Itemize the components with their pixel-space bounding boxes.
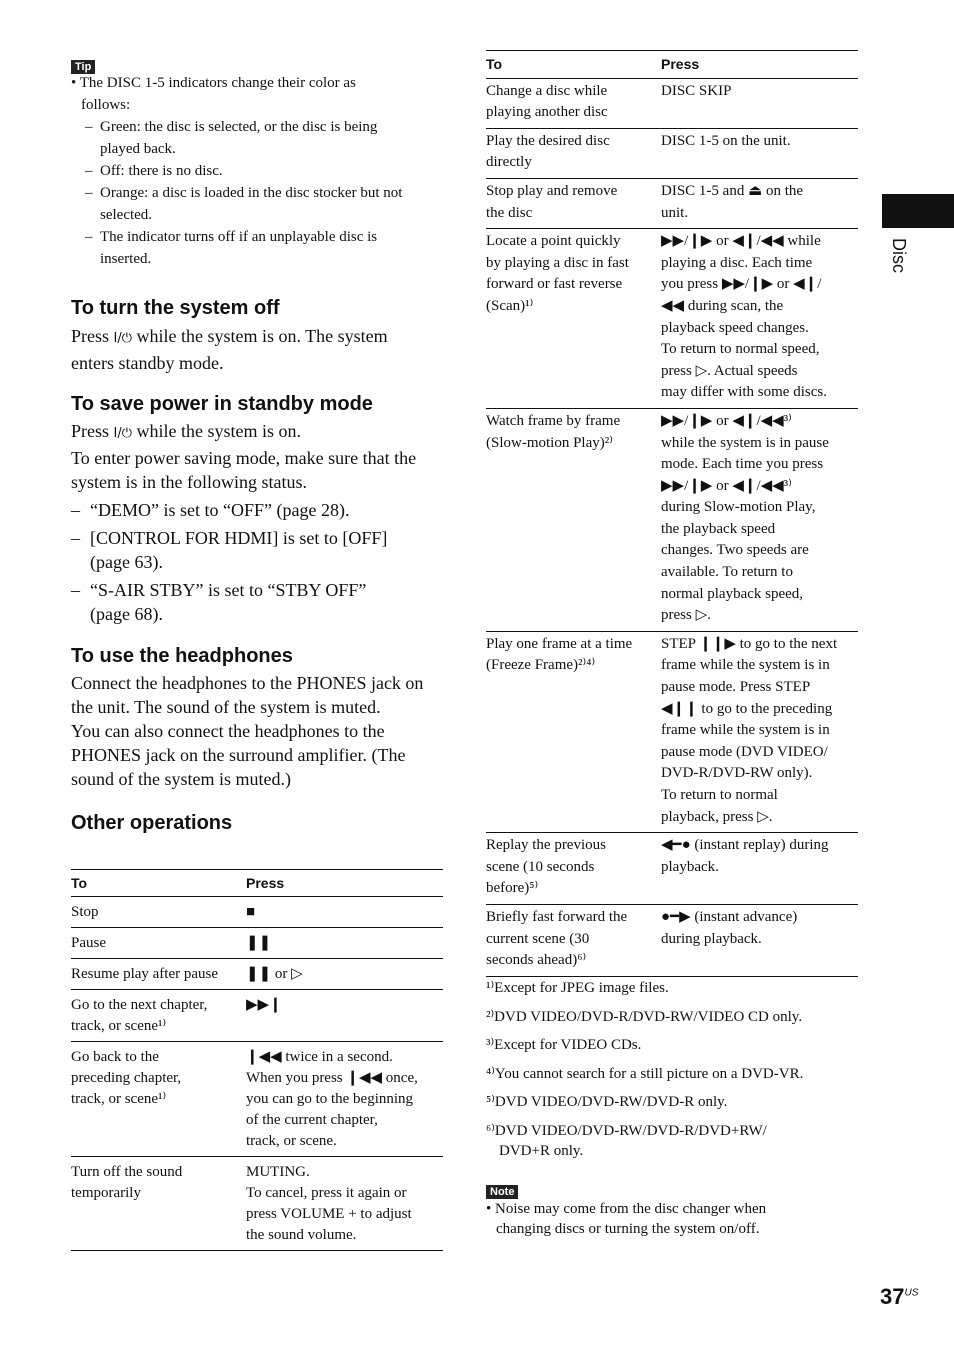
tip-bullet: • The DISC 1-5 indicators change their color as	[71, 75, 356, 91]
cell-to: Stop	[71, 897, 246, 928]
section-body-turn-off: Press I/⏻ while the system is on. The system enters standby mode.	[71, 326, 388, 373]
cell-press: ●━▶ (instant advance) during playback.	[661, 904, 858, 976]
cell-press: ❚❚ or ▷	[246, 959, 443, 990]
cell-press: STEP ❙❙▶ to go to the next frame while the system is in pause mode. Press STEP ◀❙❙ to go to the preceding frame while the system is in pause mode (DVD VIDEO/ DVD-R/DVD-RW only). To return to normal playback, press ▷.	[661, 631, 858, 832]
table-row	[71, 1157, 443, 1251]
cell-press: DISC 1-5 and ⏏ on the unit.	[661, 178, 858, 228]
cell-press: ❙◀◀ twice in a second. When you press ❙◀◀ once, you can go to the beginning of the current chapter, track, or scene.	[246, 1042, 443, 1157]
cell-to: Replay the previous scene (10 seconds before)⁵⁾	[486, 833, 661, 905]
cell-to: Locate a point quickly by playing a disc in fast forward or fast reverse (Scan)¹⁾	[486, 229, 661, 409]
save-items	[71, 498, 451, 626]
save-item: – “S-AIR STBY” is set to “STBY OFF” (page 68).	[71, 580, 367, 624]
table-row	[486, 78, 858, 128]
section-tab-marker	[882, 194, 954, 228]
table-row	[71, 928, 443, 959]
tip-item: – Off: there is no disc.	[85, 163, 223, 179]
footnote: ⁶⁾DVD VIDEO/DVD-RW/DVD-R/DVD+RW/ DVD+R only.	[486, 1122, 767, 1159]
col-header-to: To	[71, 870, 246, 897]
table-row	[486, 904, 858, 976]
cell-press: DISC 1-5 on the unit.	[661, 128, 858, 178]
cell-to: Go to the next chapter, track, or scene¹⁾	[71, 990, 246, 1042]
table-row	[486, 631, 858, 832]
save-item: – [CONTROL FOR HDMI] is set to [OFF] (page 63).	[71, 528, 388, 572]
cell-to: Resume play after pause	[71, 959, 246, 990]
section-body-save-power: Press I/⏻ while the system is on. To enter power saving mode, make sure that the system is in the following status. – “DEMO” is set to “OFF” (page 28). – [CONTROL FOR HDMI] is set to [OFF] (page 63). – “S-AIR STBY” is set to “STBY OFF” (page 68).	[71, 419, 451, 626]
cell-press: ❚❚	[246, 928, 443, 959]
section-title-headphones: To use the headphones	[71, 645, 293, 667]
cell-to: Pause	[71, 928, 246, 959]
cell-to: Play one frame at a time (Freeze Frame)²⁾⁴⁾	[486, 631, 661, 832]
table-row	[486, 229, 858, 409]
tip-content	[71, 72, 443, 270]
note-content: • Noise may come from the disc changer when changing discs or turning the system on/off.	[486, 1201, 767, 1237]
cell-to: Watch frame by frame (Slow-motion Play)²⁾	[486, 408, 661, 631]
table-row	[71, 897, 443, 928]
save-item: – “DEMO” is set to “OFF” (page 28).	[71, 500, 350, 520]
footnote: ⁵⁾DVD VIDEO/DVD-RW/DVD-R only.	[486, 1094, 728, 1110]
cell-press: ■	[246, 897, 443, 928]
footnotes	[486, 978, 866, 1169]
table-row	[486, 833, 858, 905]
operations-table	[71, 869, 443, 1251]
cell-press: ▶▶/❙▶ or ◀❙/◀◀³⁾ while the system is in pause mode. Each time you press ▶▶/❙▶ or ◀❙/◀◀³⁾ during Slow-motion Play, the playback speed changes. Two speeds are available. To return to normal playback speed, press ▷.	[661, 408, 858, 631]
power-icon: I/⏻	[113, 426, 133, 441]
cell-to: Briefly fast forward the current scene (30 seconds ahead)⁶⁾	[486, 904, 661, 976]
col-header-press: Press	[661, 51, 858, 79]
table-row	[71, 959, 443, 990]
cell-press: DISC SKIP	[661, 78, 858, 128]
section-body-headphones: Connect the headphones to the PHONES jack on the unit. The sound of the system is muted. You can also connect the headphones to the PHONES jack on the surround amplifier. (The sound of the system is muted.)	[71, 673, 424, 789]
footnote: ²⁾DVD VIDEO/DVD-R/DVD-RW/VIDEO CD only.	[486, 1008, 803, 1025]
cell-to: Turn off the sound temporarily	[71, 1157, 246, 1251]
cell-to: Play the desired disc directly	[486, 128, 661, 178]
cell-press: MUTING. To cancel, press it again or press VOLUME + to adjust the sound volume.	[246, 1157, 443, 1251]
table-row	[486, 128, 858, 178]
footnote: ⁴⁾You cannot search for a still picture on a DVD-VR.	[486, 1065, 804, 1082]
footnote: ¹⁾Except for JPEG image files.	[486, 980, 669, 996]
tip-items	[71, 116, 443, 270]
cell-to: Stop play and remove the disc	[486, 178, 661, 228]
table-row	[71, 990, 443, 1042]
power-icon: I/⏻	[113, 331, 133, 346]
table-row	[71, 1042, 443, 1157]
cell-to: Change a disc while playing another disc	[486, 78, 661, 128]
footnote: ³⁾Except for VIDEO CDs.	[486, 1037, 642, 1053]
col-header-press: Press	[246, 870, 443, 897]
tip-item: – Green: the disc is selected, or the disc is being played back.	[85, 119, 378, 157]
tip-item: – Orange: a disc is loaded in the disc stocker but not selected.	[85, 185, 403, 223]
cell-press: ◀━● (instant replay) during playback.	[661, 833, 858, 905]
section-title-save-power: To save power in standby mode	[71, 393, 373, 415]
table-row	[486, 408, 858, 631]
note-label: Note	[486, 1182, 518, 1200]
section-title-turn-off: To turn the system off	[71, 297, 280, 319]
cell-to: Go back to the preceding chapter, track, or scene¹⁾	[71, 1042, 246, 1157]
tip-bullet-cont: follows:	[81, 97, 131, 113]
col-header-to: To	[486, 51, 661, 79]
cell-press: ▶▶/❙▶ or ◀❙/◀◀ while playing a disc. Each time you press ▶▶/❙▶ or ◀❙/ ◀◀ during scan, the playback speed changes. To return to normal speed, press ▷. Actual speeds may differ with some discs.	[661, 229, 858, 409]
table-row	[486, 178, 858, 228]
tip-item: – The indicator turns off if an unplayable disc is inserted.	[85, 229, 378, 267]
cell-press: ▶▶❙	[246, 990, 443, 1042]
operations-table-right	[486, 50, 858, 977]
page-number: $37^{US}$	[880, 1284, 919, 1309]
section-title-other-operations: Other operations	[71, 812, 233, 834]
tip-label: Tip	[71, 57, 95, 75]
section-tab-label: Disc	[889, 238, 909, 273]
